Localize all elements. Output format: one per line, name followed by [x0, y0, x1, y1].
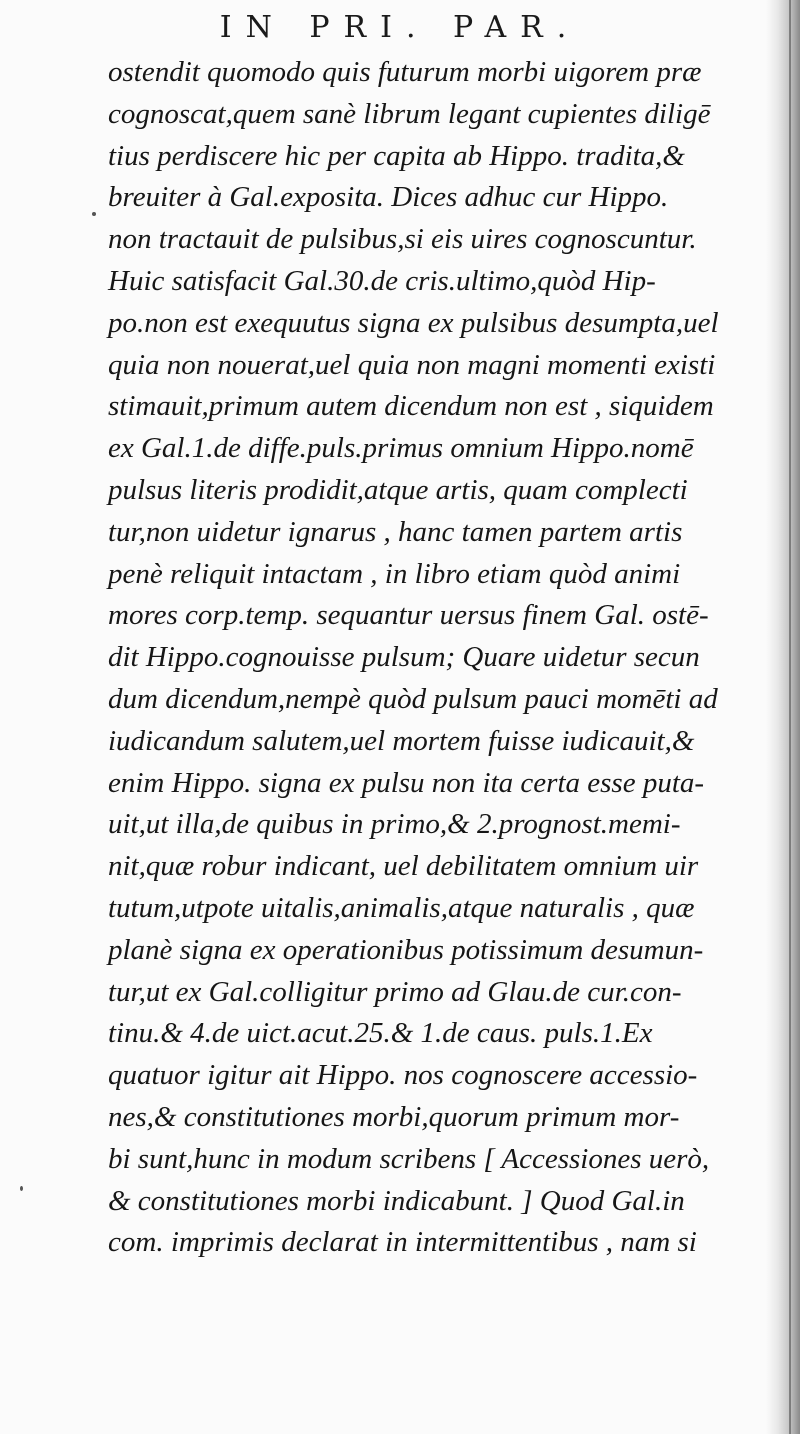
- text-line: dit Hippo.cognouisse pulsum; Quare uidetur secun: [108, 641, 700, 674]
- text-line: nit,quæ robur indicant, uel debilitatem omnium uir: [108, 850, 699, 883]
- text-line: pulsus literis prodidit,atque artis, quam complecti: [108, 473, 688, 506]
- running-head: IN PRI. PAR.: [219, 10, 581, 45]
- text-line: enim Hippo. signa ex pulsu non ita certa esse puta-: [108, 766, 705, 799]
- paper-speck: [92, 212, 96, 216]
- text-line: cognoscat,quem sanè librum legant cupientes diligē: [108, 97, 711, 130]
- binding-shadow: [766, 0, 800, 1434]
- text-line: iudicandum salutem,uel mortem fuisse iudicauit,&: [108, 724, 695, 757]
- text-line: bi sunt,hunc in modum scribens [ Accessiones uerò,: [108, 1142, 710, 1175]
- text-line: quatuor igitur ait Hippo. nos cognoscere accessio-: [108, 1059, 698, 1092]
- text-line: uit,ut illa,de quibus in primo,& 2.prognost.memi-: [108, 808, 681, 841]
- text-line: breuiter à Gal.exposita. Dices adhuc cur Hippo.: [108, 181, 669, 214]
- text-line: mores corp.temp. sequantur uersus finem Gal. ostē-: [108, 599, 709, 632]
- text-line: com. imprimis declarat in intermittentibus , nam si: [108, 1226, 697, 1259]
- text-line: Huic satisfacit Gal.30.de cris.ultimo,quòd Hip-: [108, 264, 656, 297]
- text-line: penè reliquit intactam , in libro etiam quòd animi: [108, 557, 681, 590]
- text-line: ex Gal.1.de diffe.puls.primus omnium Hippo.nomē: [108, 432, 694, 465]
- text-line: & constitutiones morbi indicabunt. ] Quod Gal.in: [108, 1184, 685, 1217]
- text-line: tius perdiscere hic per capita ab Hippo. tradita,&: [108, 139, 685, 172]
- text-line: po.non est exequutus signa ex pulsibus desumpta,uel: [108, 306, 719, 339]
- paper-speck: [20, 1186, 23, 1191]
- text-line: tinu.& 4.de uict.acut.25.& 1.de caus. puls.1.Ex: [108, 1017, 653, 1050]
- text-line: stimauit,primum autem dicendum non est , siquidem: [108, 390, 714, 423]
- text-line: quia non nouerat,uel quia non magni momenti existi: [108, 348, 716, 381]
- text-line: non tractauit de pulsibus,si eis uires cognoscuntur.: [108, 223, 697, 256]
- text-line: planè signa ex operationibus potissimum desumun-: [108, 933, 704, 966]
- binding-edge: [789, 0, 791, 1434]
- text-line: tutum,utpote uitalis,animalis,atque naturalis , quæ: [108, 891, 695, 924]
- text-line: ostendit quomodo quis futurum morbi uigorem præ: [108, 56, 702, 88]
- text-line: nes,& constitutiones morbi,quorum primum mor-: [108, 1100, 680, 1133]
- text-line: dum dicendum,nempè quòd pulsum pauci momēti ad: [108, 682, 718, 715]
- text-line: tur,ut ex Gal.colligitur primo ad Glau.de cur.con-: [108, 975, 682, 1008]
- text-line: tur,non uidetur ignarus , hanc tamen partem artis: [108, 515, 683, 548]
- body-text: [108, 52, 776, 1264]
